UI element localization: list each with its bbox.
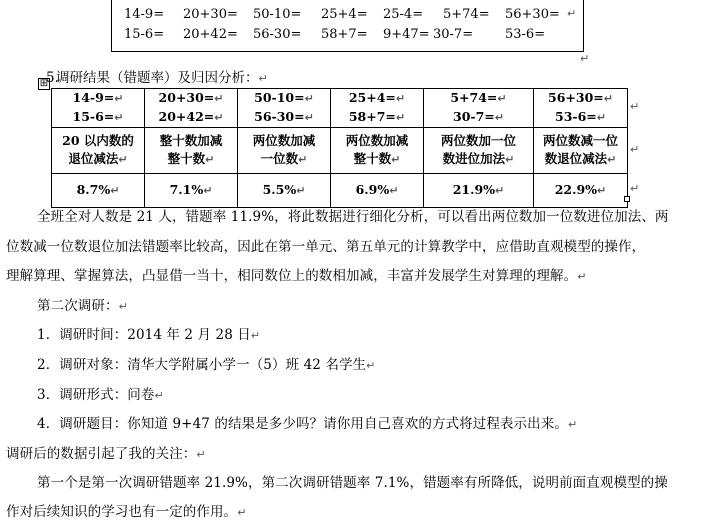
- category-cell: 两位数加减 整十数↵: [331, 128, 424, 174]
- analysis-line: 全班全对人数是 21 人，错题率 11.9%，将此数据进行细化分析，可以看出两位数加一位数进位加法、两: [37, 209, 669, 225]
- conclusion-line: 第一个是第一次调研错题率 21.9%，第二次调研错题率 7.1%，错题率有所降低，说明前面直观模型的操: [37, 475, 668, 491]
- rate-row: [52, 174, 628, 208]
- category-cell: 两位数减一位 数退位减法↵: [534, 128, 628, 174]
- category-cell: 两位数加一位 数进位加法↵: [424, 128, 534, 174]
- rate-cell: 8.7%↵: [52, 174, 145, 208]
- conclusion-line: 作对后续知识的学习也有一定的作用。↵: [6, 504, 247, 520]
- section-heading: [46, 66, 268, 86]
- top-table-row-1: [112, 7, 583, 25]
- top-cell: 9+47=: [383, 27, 430, 42]
- top-cell: 58+7=: [321, 27, 368, 42]
- problem-cell: 14-9=↵ 15-6=↵: [52, 89, 145, 128]
- rate-cell: 22.9%↵: [534, 174, 628, 208]
- rate-cell: 7.1%↵: [145, 174, 238, 208]
- top-cell: 20+30=: [183, 7, 238, 22]
- survey-item: 4．调研题目：你知道 9+47 的结果是多少吗？请你用自己喜欢的方式将过程表示出来。↵: [37, 416, 578, 432]
- top-cell: 14-9=: [124, 7, 165, 22]
- top-cell: 20+42=: [183, 27, 238, 42]
- survey-item: 1．调研时间：2014 年 2 月 28 日↵: [37, 327, 261, 343]
- table-move-handle-icon[interactable]: ⊞: [39, 78, 49, 89]
- analysis-line: 位数减一位数退位加法错题率比较高，因此在第一单元、第五单元的计算教学中，应借助直观模型的操作，: [6, 239, 646, 255]
- top-table-row-2: [112, 27, 583, 45]
- top-cell: 56+30=: [505, 7, 560, 22]
- top-cell: 25+4=: [321, 7, 368, 22]
- rate-cell: 6.9%↵: [331, 174, 424, 208]
- section-heading-text: 调研结果（错题率）及归因分析：: [56, 70, 259, 86]
- analysis-line: 理解算理、掌握算法，凸显借一当十，相同数位上的数相加减，丰富并发展学生对算理的理解。↵: [6, 268, 587, 284]
- problem-cell: 50-10=↵ 56-30=↵: [238, 89, 331, 128]
- category-row: [52, 128, 628, 174]
- paragraph-mark: ↵: [258, 72, 268, 85]
- top-cell: 50-10=: [253, 7, 302, 22]
- section-number: 5.: [46, 70, 59, 86]
- row-end-mark: ↵: [630, 143, 640, 156]
- category-cell: 整十数加减 整十数↵: [145, 128, 238, 174]
- error-rate-table: [51, 88, 628, 208]
- top-cell: 5+74=: [443, 7, 490, 22]
- paragraph-mark: ↵: [580, 52, 590, 65]
- row-end-mark: ↵: [630, 100, 640, 113]
- problem-cell: 25+4=↵ 58+7=↵: [331, 89, 424, 128]
- second-survey-title: 第二次调研：↵: [37, 298, 128, 314]
- row-end-mark: ↵: [630, 182, 640, 195]
- problem-cell: 20+30=↵ 20+42=↵: [145, 89, 238, 128]
- attention-line: 调研后的数据引起了我的关注：↵: [6, 446, 206, 462]
- top-cell: 56-30=: [253, 27, 302, 42]
- survey-item: 3．调研形式：问卷↵: [37, 387, 164, 403]
- category-cell: 两位数加减 一位数↵: [238, 128, 331, 174]
- problem-cell: 56+30=↵ 53-6=↵: [534, 89, 628, 128]
- problem-cell: 5+74=↵ 30-7=↵: [424, 89, 534, 128]
- top-cell: 30-7=: [433, 27, 474, 42]
- category-cell: 20 以内数的 退位减法↵: [52, 128, 145, 174]
- rate-cell: 21.9%↵: [424, 174, 534, 208]
- problems-row: [52, 89, 628, 128]
- rate-cell: 5.5%↵: [238, 174, 331, 208]
- top-cell: 15-6=: [124, 27, 165, 42]
- table-resize-handle[interactable]: [624, 196, 630, 202]
- row-end-mark: ↵: [567, 7, 577, 20]
- survey-item: 2．调研对象：清华大学附属小学一（5）班 42 名学生↵: [37, 357, 376, 373]
- top-cell: 53-6=: [505, 27, 546, 42]
- top-problem-table: [111, 0, 584, 52]
- top-cell: 25-4=: [383, 7, 424, 22]
